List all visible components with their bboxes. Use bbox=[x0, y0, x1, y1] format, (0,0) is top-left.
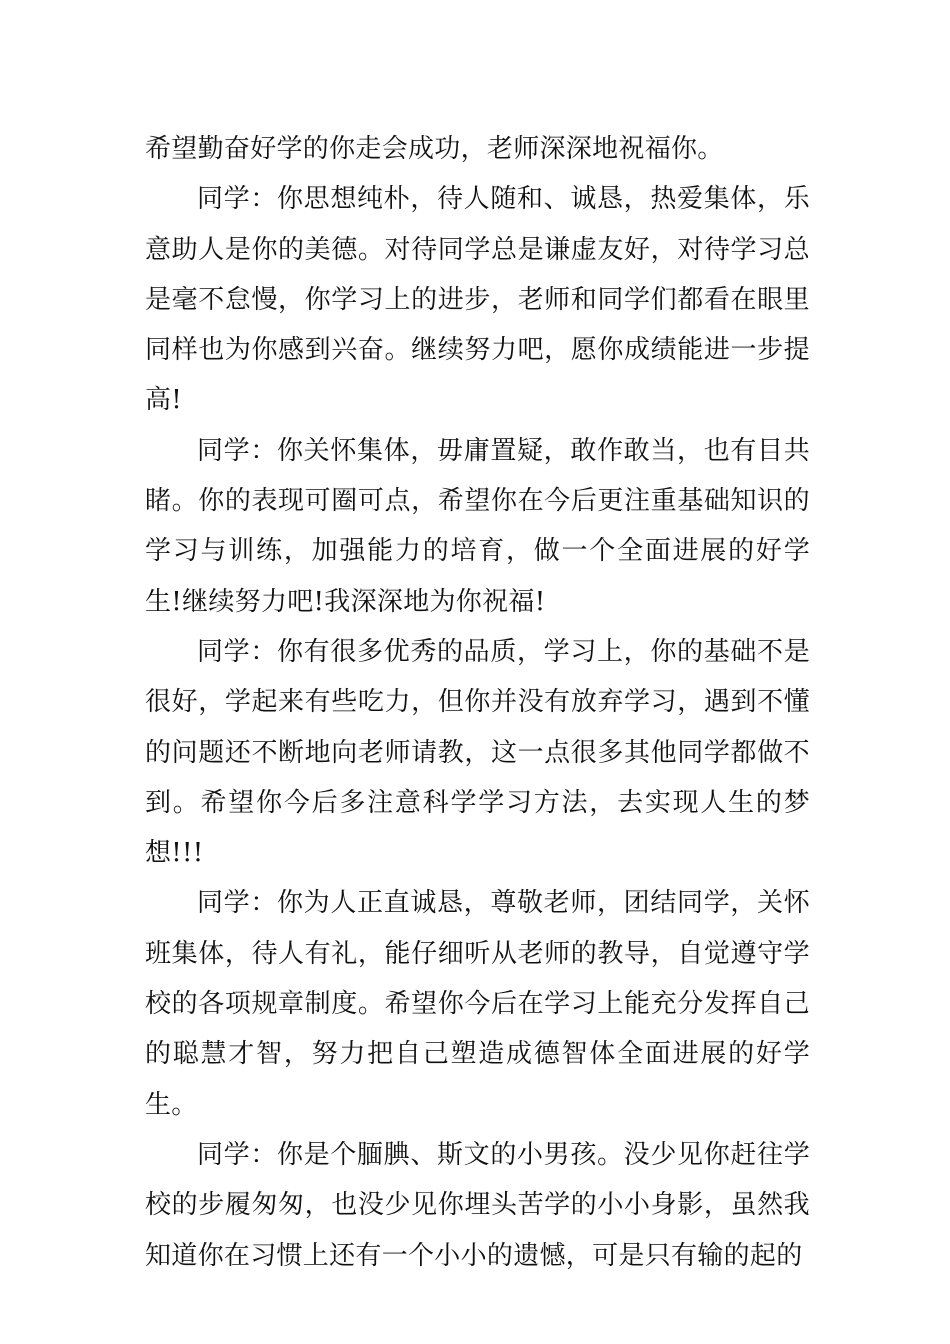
paragraph-6: 同学：你是个腼腆、斯文的小男孩。没少见你赶往学校的步履匆匆，也没少见你埋头苦学的小小身影，虽然我知道你在习惯上还有一个小小的遗憾，可是只有输的起的 bbox=[145, 1139, 810, 1271]
paragraph-4: 同学：你有很多优秀的品质，学习上，你的基础不是很好，学起来有些吃力，但你并没有放弃学习，遇到不懂的问题还不断地向老师请教，这一点很多其他同学都做不到。希望你今后多注意科学学习方法，去实现人生的梦想!!! bbox=[145, 636, 810, 869]
paragraph-1: 希望勤奋好学的你走会成功，老师深深地祝福你。 bbox=[145, 134, 724, 164]
paragraph-5: 同学：你为人正直诚恳，尊敬老师，团结同学，关怀班集体，待人有礼，能仔细听从老师的教导，自觉遵守学校的各项规章制度。希望你今后在学习上能充分发挥自己的聪慧才智，努力把自己塑造成德智体全面进展的好学生。 bbox=[145, 888, 810, 1120]
document-body bbox=[145, 124, 810, 1281]
paragraph-3: 同学：你关怀集体，毋庸置疑，敢作敢当，也有目共睹。你的表现可圈可点，希望你在今后更注重基础知识的学习与训练，加强能力的培育，做一个全面进展的好学生!继续努力吧!我深深地为你祝福! bbox=[145, 435, 810, 617]
paragraph-2: 同学：你思想纯朴，待人随和、诚恳，热爱集体，乐意助人是你的美德。对待同学总是谦虚友好，对待学习总是毫不怠慢，你学习上的进步，老师和同学们都看在眼里同样也为你感到兴奋。继续努力吧，愿你成绩能进一步提高! bbox=[145, 184, 810, 416]
